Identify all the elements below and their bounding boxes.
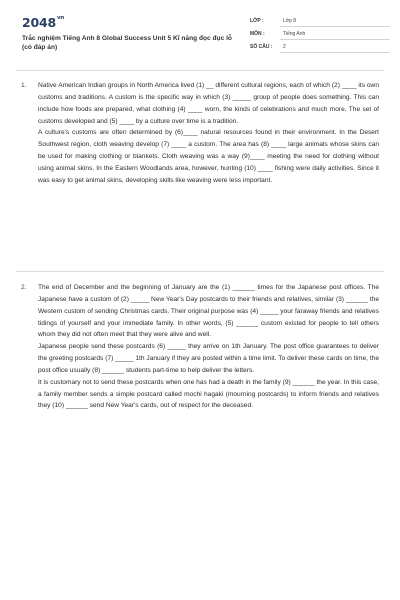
meta-value: 2: [283, 44, 286, 50]
meta-label: LỚP :: [250, 18, 264, 24]
document-title: Trắc nghiệm Tiếng Anh 8 Global Success Unit 5 Kĩ năng đọc đục lỗ (có đáp án): [22, 35, 232, 51]
passage-paragraph: Japanese people send these postcards (6) _____ they arrive on 1th January. The post office guarantees to deliver the greeting postcards (7) _____ 1th January if they are posted within a time limit. To deliver these cards on time, the post office usually (8) ______ students part-time to help deliver the letters.: [38, 343, 379, 374]
meta-value: Lớp 8: [283, 18, 297, 24]
site-logo[interactable]: [22, 15, 64, 30]
question-text: [38, 80, 379, 187]
passage-paragraph: The end of December and the beginning of January are the (1) ______ times for the Japanese post offices. The Japanese have a custom of (2) _____ New Year's Day postcards to their friends and relatives, similar (3) ______ the Western custom of sending Christmas cards. Their original purpose was (4) _____ your faraway friends and relatives tidings of yourself and your immediate family. In other words, (5) ______ custom existed for people to tell others whom they did not often meet that they were alive and well.: [38, 284, 379, 339]
passage-paragraph: It is customary not to send these postcards when one has had a death in the family (9) ______ the year. In this case, a family member sends a simple postcard called mochi hagaki (mourning postcards) to inform friends and relatives they (10) ______ send New Year's cards, out of respect for the deceased.: [38, 378, 379, 410]
question-number: 1.: [21, 82, 27, 89]
logo-suffix: vn: [57, 15, 65, 21]
meta-value: Tiếng Anh: [283, 31, 306, 37]
question-divider: [16, 271, 384, 272]
meta-row-class: [250, 15, 390, 28]
passage-paragraph: Native American Indian groups in North America lived (1) __ different cultural regions, each of which (2) ____ its own customs and traditions. A custom is the specific way in which (3) _____ group of people does something. This can include how foods are prepared, what clothing (4) ____ worn, the kinds of celebrations and much more. The set of customs developed and (5) ____ by a culture over time is a tradition.: [38, 82, 379, 125]
meta-row-question-count: [250, 41, 390, 54]
question-text: [38, 282, 379, 412]
meta-row-subject: [250, 28, 390, 41]
meta-underline: [280, 26, 390, 27]
question-number: 2.: [21, 284, 27, 291]
passage-paragraph: A culture's customs are often determined by (6)____ natural resources found in their environment. In the Desert Southwest region, cloth weaving develop (7) ____ a custom. The area has (8) ____ large animals whose skins can be used for making clothing or blankets. Cloth weaving was a way (9)____ meeting the need for clothing without using animal skins. In the Eastern Woodlands area, however, hunting (10) ____ fishing were daily activities. Since it was easy to get animal skins, developing skills like weaving were less important.: [38, 129, 379, 184]
logo-text: 2048: [22, 15, 56, 30]
meta-underline: [280, 52, 390, 53]
meta-underline: [280, 39, 390, 40]
page-header: [0, 0, 400, 70]
meta-label: SỐ CÂU :: [250, 44, 273, 50]
header-divider: [16, 70, 384, 71]
meta-info: [250, 15, 390, 54]
meta-label: MÔN :: [250, 31, 265, 37]
